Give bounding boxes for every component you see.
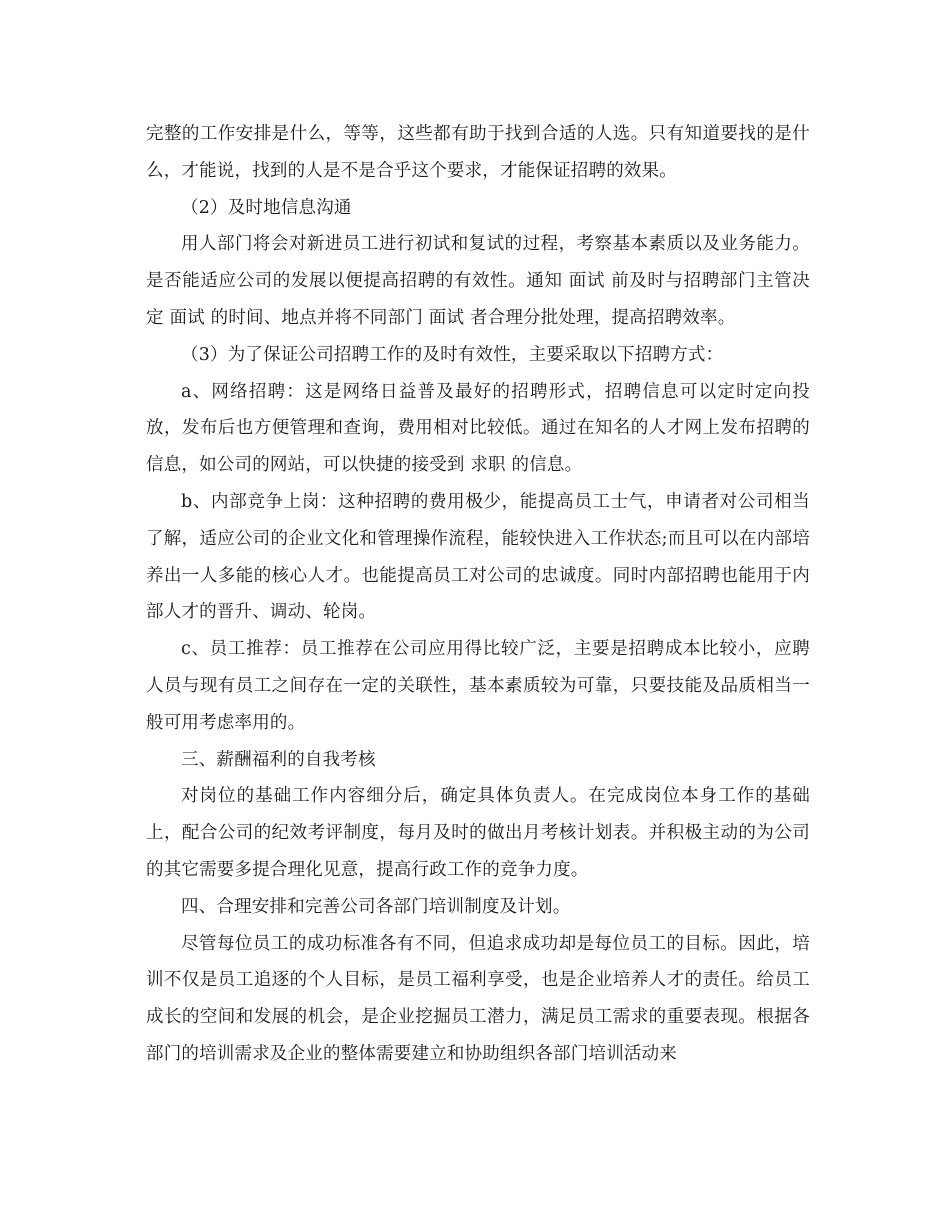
- paragraph-training-plan: 尽管每位员工的成功标准各有不同，但追求成功却是每位员工的目标。因此，培训不仅是员工追逐的个人目标，是员工福利享受，也是企业培养人才的责任。给员工成长的空间和发展的机会，是企业挖掘员工潜力，满足员工需求的重要表现。根据各部门的培训需求及企业的整体需要建立和协助组织各部门培训活动来: [146, 933, 810, 1064]
- paragraph-compensation-assessment: 对岗位的基础工作内容细分后，确定具体负责人。在完成岗位本身工作的基础上，配合公司的纪效考评制度，每月及时的做出月考核计划表。并积极主动的为公司的其它需要多提合理化见意，提高行政工作的竞争力度。: [146, 786, 810, 880]
- paragraph-employee-referral: c、员工推荐：员工推荐在公司应用得比较广泛，主要是招聘成本比较小，应聘人员与现有员工之间存在一定的关联性，基本素质较为可靠，只要技能及品质相当一般可用考虑率用的。: [146, 639, 810, 733]
- paragraph-continuation: 完整的工作安排是什么，等等，这些都有助于找到合适的人选。只有知道要找的是什么，才能说，找到的人是不是合乎这个要求，才能保证招聘的效果。: [146, 124, 810, 181]
- paragraph-internal-competition: b、内部竞争上岗：这种招聘的费用极少，能提高员工士气，申请者对公司相当了解，适应公司的企业文化和管理操作流程，能较快进入工作状态;而且可以在内部培养出一人多能的核心人才。也能提高员工对公司的忠诚度。同时内部招聘也能用于内部人才的晋升、调动、轮岗。: [146, 491, 810, 623]
- paragraph-interview-process: 用人部门将会对新进员工进行初试和复试的过程，考察基本素质以及业务能力。是否能适应公司的发展以便提高招聘的有效性。通知 面试 前及时与招聘部门主管决定 面试 的时间、地点并将不同部门 面试 者合理分批处理，提高招聘效率。: [146, 234, 810, 328]
- section-heading-training: 四、合理安排和完善公司各部门培训制度及计划。: [181, 896, 571, 917]
- subheading-timely-communication: （2）及时地信息沟通: [181, 197, 352, 218]
- paragraph-online-recruitment: a、网络招聘：这是网络日益普及最好的招聘形式，招聘信息可以定时定向投放，发布后也方便管理和查询，费用相对比较低。通过在知名的人才网上发布招聘的信息，如公司的网站，可以快捷的接受到 求职 的信息。: [146, 381, 810, 476]
- section-heading-compensation: 三、薪酬福利的自我考核: [181, 749, 376, 770]
- subheading-recruitment-methods: （3）为了保证公司招聘工作的及时有效性，主要采取以下招聘方式：: [181, 344, 724, 365]
- document-body: [146, 116, 810, 1073]
